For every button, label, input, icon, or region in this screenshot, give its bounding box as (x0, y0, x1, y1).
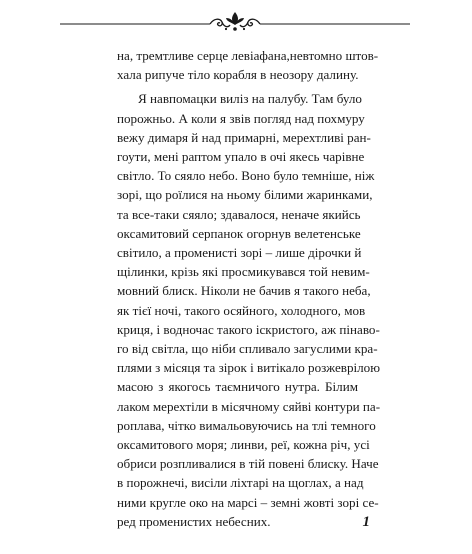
text-line: як тієї ночі, такого осяйного, холодного, мов (117, 302, 366, 318)
text-line: порожньо. А коли я звів погляд над похмуру (117, 110, 365, 126)
text-line: роплава, чітко вимальовуючись на тлі темного (117, 417, 376, 433)
page-body (117, 46, 381, 531)
text-line: світло. То сяяло небо. Воно було темніше, ніж (117, 168, 375, 184)
text-line: гоути, мені раптом упало в очі якесь чарівне (117, 149, 365, 165)
paragraph (117, 89, 381, 531)
text-line: ними кругле око на марсі – земні жовті зорі се- (117, 494, 379, 510)
text-line: світило, а променисті зорі – лише дірочки й (117, 245, 362, 261)
text-line: го від світла, що ніби спливало загуслими кра- (117, 341, 378, 357)
text-line: масою з якогось таємничого нутра. Білим (117, 379, 358, 395)
text-line: Я навпомацки виліз на палубу. Там було (138, 91, 362, 107)
text-line: вежу димаря й над примарні, мерехтливі ран- (117, 129, 371, 145)
text-line: криця, і водночас такого іскристого, аж пінаво- (117, 321, 380, 337)
text-line: в порожнечі, висіли ліхтарі на щоглах, а над (117, 475, 364, 491)
text-line: на, тремтливе серце левіафана,невтомно штов- (117, 48, 379, 63)
text-line: хала рипуче тіло корабля в неозору далину. (117, 67, 359, 83)
text-line: мовний блиск. Ніколи не бачив я такого неба, (117, 283, 371, 299)
text-line: обриси розпливалися в тій повені блиску. Наче (117, 456, 379, 472)
paragraph (117, 46, 379, 84)
text-line: оксамитового моря; линви, реї, кожна річ, усі (117, 437, 370, 453)
text-line: зорі, що роїлися на ньому білими жаринками, (117, 187, 373, 203)
text-line: лаком мерехтіли в місячному сяйві контури па- (117, 398, 381, 414)
page-number: 1 (362, 514, 370, 530)
page-header-ornament (60, 8, 410, 36)
text-line: плями з місяця та зірок і витікало розжеврілою (117, 360, 380, 376)
text-line: та все-таки сяяло; здавалося, неначе якийсь (117, 206, 361, 222)
ornament-divider-icon (60, 8, 410, 36)
text-line: оксамитовий серпанок огорнув велетенське (117, 225, 361, 241)
text-line: щілинки, крізь які просмикувався той невим- (117, 264, 370, 280)
text-line: ред променистих небесних. (117, 513, 271, 529)
